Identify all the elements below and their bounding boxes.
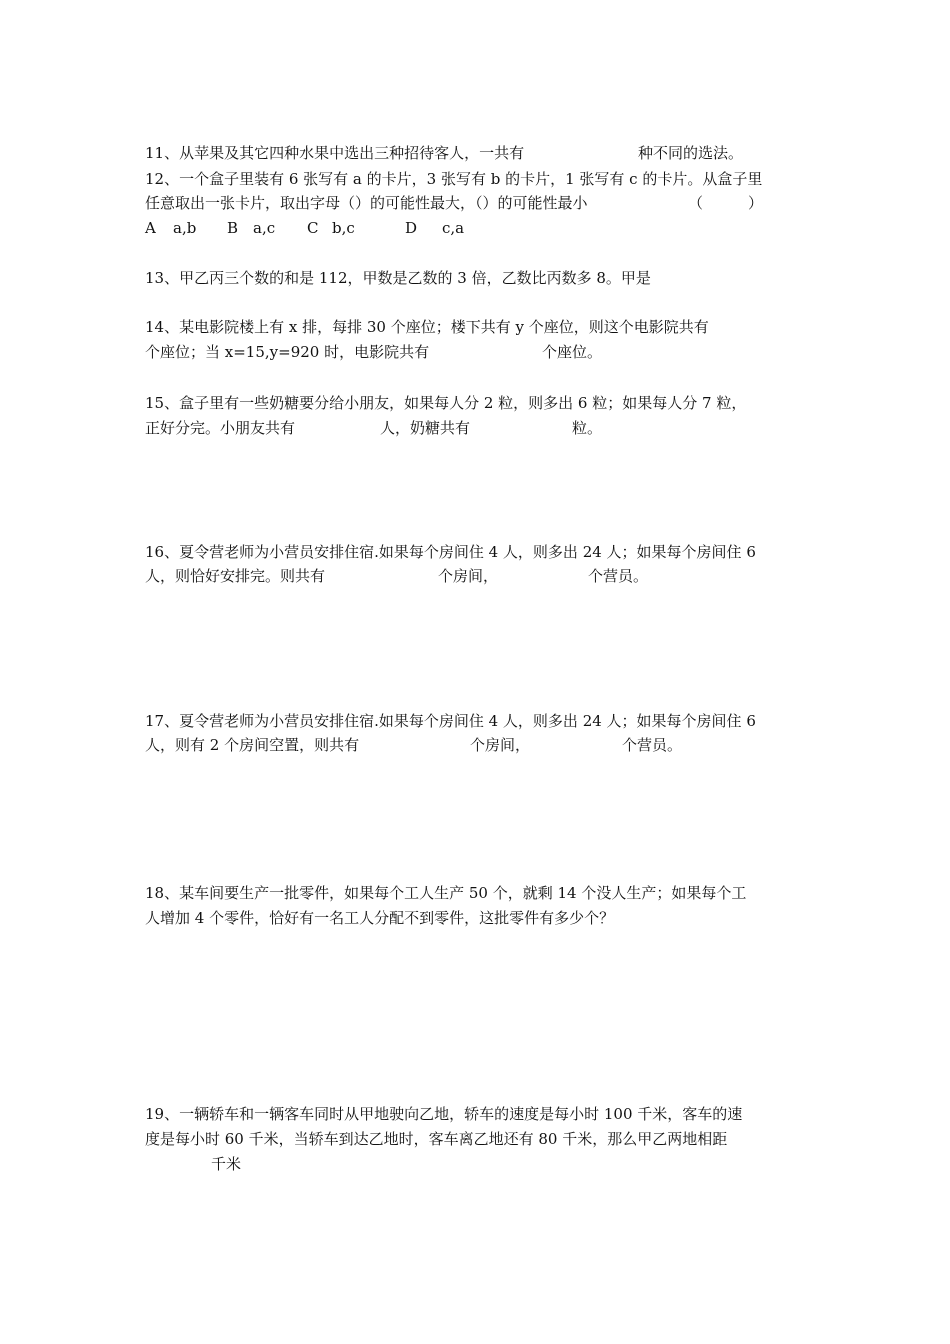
option-d-text: c,a: [442, 219, 465, 237]
option-a-letter: A: [145, 219, 156, 237]
option-c-text: b,c: [332, 219, 355, 237]
q15-line-2-mid: 人，奶糖共有: [380, 419, 471, 437]
q14-line-1: 14、某电影院楼上有 x 排，每排 30 个座位；楼下共有 y 个座位，则这个电影院共有: [145, 318, 709, 336]
q16-line-2: 人，则恰好安排完。则共有: [145, 567, 326, 585]
q13-text: 13、甲乙丙三个数的和是 112，甲数是乙数的 3 倍，乙数比丙数多 8。甲是: [145, 269, 651, 287]
option-d-letter: D: [405, 219, 418, 237]
q17-line-2: 人，则有 2 个房间空置，则共有: [145, 736, 360, 754]
q19-line-1: 19、一辆轿车和一辆客车同时从甲地驶向乙地，轿车的速度是每小时 100 千米，客车的速: [145, 1105, 743, 1123]
q14-line-2-end: 个座位。: [542, 343, 603, 361]
q16-line-2-end: 个营员。: [588, 567, 649, 585]
q15-line-1: 15、盒子里有一些奶糖要分给小朋友，如果每人分 2 粒，则多出 6 粒；如果每人分 7 粒，: [145, 394, 747, 412]
option-a-text: a,b: [173, 219, 197, 237]
q12-line-1: 12、一个盒子里装有 6 张写有 a 的卡片，3 张写有 b 的卡片，1 张写有 c 的卡片。从盒子里: [145, 170, 763, 188]
q11-text: 11、从苹果及其它四种水果中选出三种招待客人，一共有: [145, 144, 525, 162]
option-c-letter: C: [307, 219, 319, 237]
q14-line-2: 个座位；当 x=15,y=920 时，电影院共有: [145, 343, 430, 361]
q18-line-2: 人增加 4 个零件，恰好有一名工人分配不到零件，这批零件有多少个？: [145, 909, 615, 927]
q17-line-2-end: 个营员。: [622, 736, 683, 754]
q16-line-2-mid: 个房间，: [438, 567, 499, 585]
q15-line-2-end: 粒。: [572, 419, 603, 437]
q18-line-1: 18、某车间要生产一批零件，如果每个工人生产 50 个，就剩 14 个没人生产；如果每个工: [145, 884, 747, 902]
q17-line-1: 17、夏令营老师为小营员安排住宿.如果每个房间住 4 人，则多出 24 人；如果每个房间住 6: [145, 712, 756, 730]
q11-text-end: 种不同的选法。: [638, 144, 744, 162]
q15-line-2: 正好分完。小朋友共有: [145, 419, 296, 437]
q12-line-2: 任意取出一张卡片，取出字母（）的可能性最大，（）的可能性最小: [145, 194, 588, 212]
q17-line-2-mid: 个房间，: [470, 736, 531, 754]
option-b-text: a,c: [253, 219, 276, 237]
q16-line-1: 16、夏令营老师为小营员安排住宿.如果每个房间住 4 人，则多出 24 人；如果每个房间住 6: [145, 543, 756, 561]
q19-line-3: 千米: [211, 1155, 242, 1173]
option-b-letter: B: [227, 219, 239, 237]
q19-line-2: 度是每小时 60 千米，当轿车到达乙地时，客车离乙地还有 80 千米，那么甲乙两地相距: [145, 1130, 728, 1148]
q12-answer-paren: （ ）: [688, 194, 764, 212]
